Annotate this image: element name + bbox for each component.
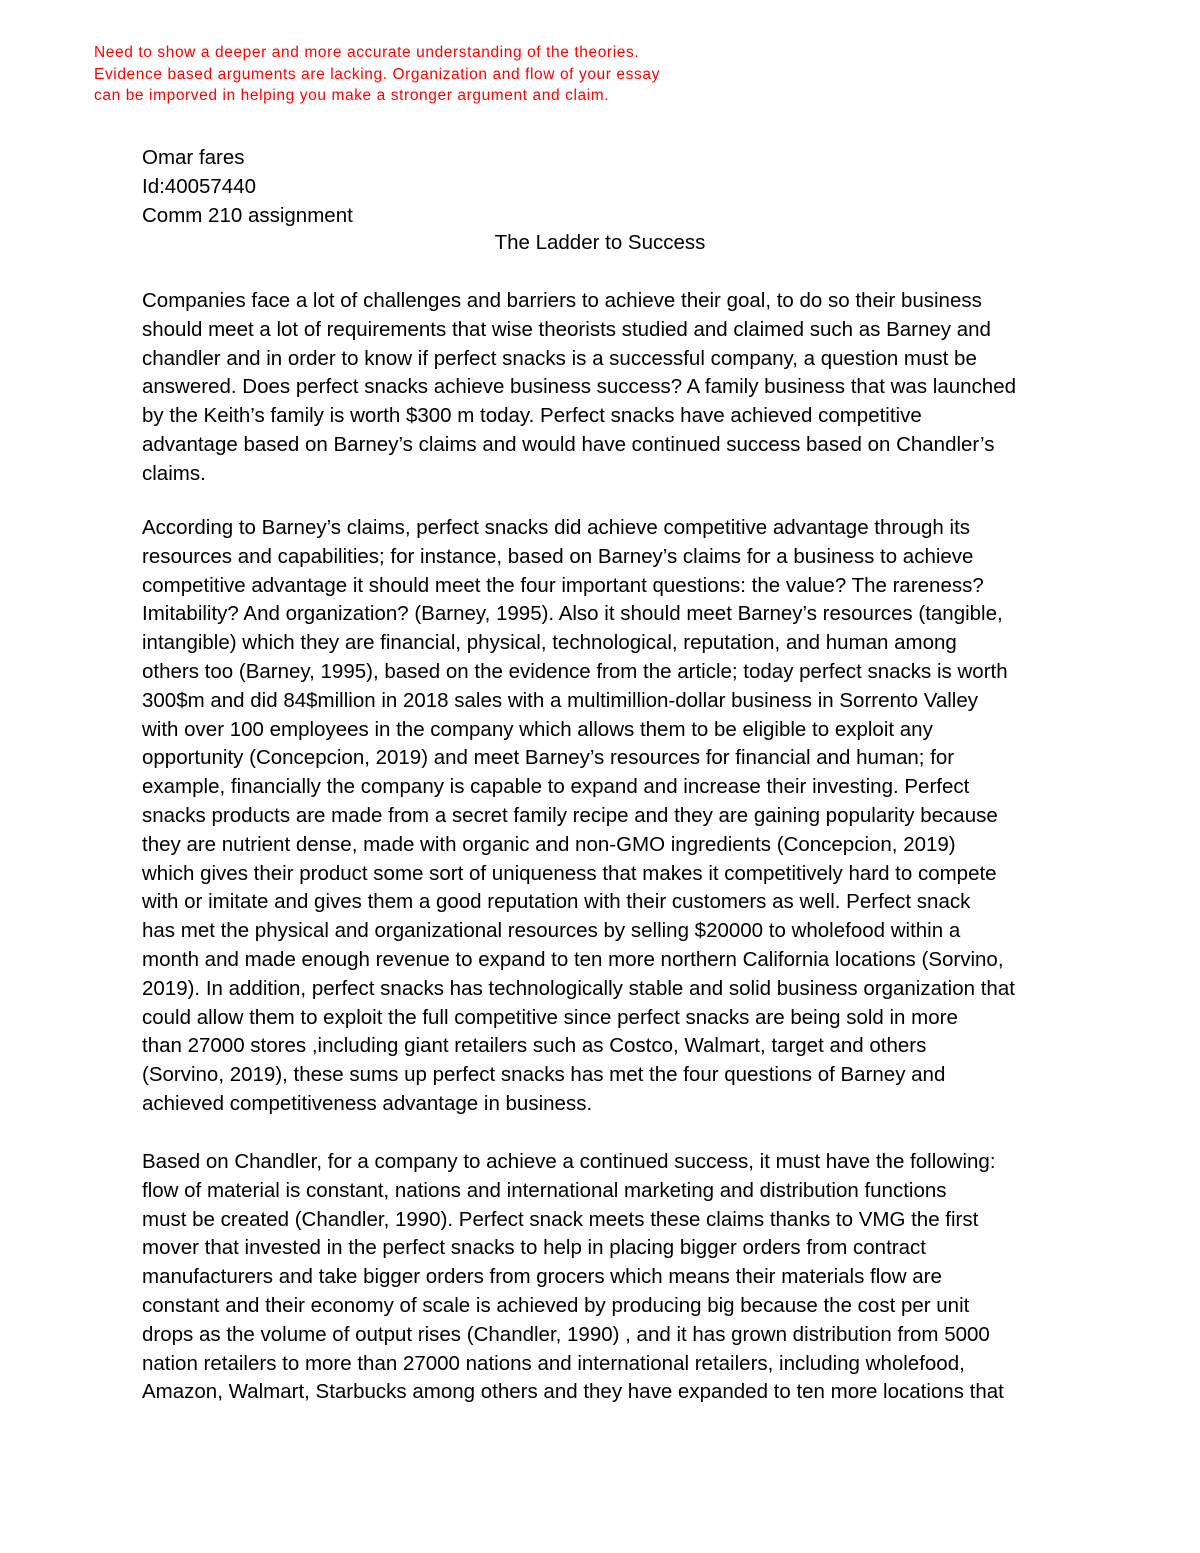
paragraph-line: with or imitate and gives them a good reputation with their customers as well. Perfect snack: [142, 890, 971, 914]
course-name: Comm 210 assignment: [142, 204, 353, 227]
paragraph-line: resources and capabilities; for instance, based on Barney’s claims for a business to achieve: [142, 544, 974, 568]
paragraph-line: by the Keith’s family is worth $300 m today. Perfect snacks have achieved competitive: [142, 404, 922, 428]
paragraph-line: flow of material is constant, nations and international marketing and distribution functions: [142, 1178, 947, 1202]
essay-title-wrap: [0, 228, 1200, 257]
paragraph-line: opportunity (Concepcion, 2019) and meet Barney’s resources for financial and human; for: [142, 746, 955, 770]
paragraph-line: example, financially the company is capable to expand and increase their investing. Perfect: [142, 775, 970, 799]
paragraph-line: has met the physical and organizational resources by selling $20000 to wholefood within a: [142, 919, 961, 943]
paragraph-line: Based on Chandler, for a company to achieve a continued success, it must have the following:: [142, 1150, 996, 1173]
paragraph-line: achieved competitiveness advantage in business.: [142, 1091, 593, 1115]
paragraph-line: Amazon, Walmart, Starbucks among others and they have expanded to ten more locations that: [142, 1380, 1004, 1404]
comment-line: can be imporved in helping you make a stronger argument and claim.: [94, 87, 610, 104]
paragraph-line: Imitability? And organization? (Barney, 1995). Also it should meet Barney’s resources (tangible,: [142, 602, 1003, 626]
student-header: [142, 143, 353, 230]
paragraph-line: snacks products are made from a secret family recipe and they are gaining popularity because: [142, 803, 998, 827]
paragraph-line: claims.: [142, 461, 206, 485]
paragraph-line: intangible) which they are financial, physical, technological, reputation, and human among: [142, 631, 957, 655]
paragraph-line: with over 100 employees in the company which allows them to be eligible to exploit any: [142, 717, 933, 741]
paragraph-line: (Sorvino, 2019), these sums up perfect snacks has met the four questions of Barney and: [142, 1063, 946, 1087]
student-name: Omar fares: [142, 146, 245, 169]
essay-title: The Ladder to Success: [494, 231, 706, 254]
paragraph-line: month and made enough revenue to expand to ten more northern California locations (Sorvino,: [142, 947, 1004, 971]
paragraph-line: constant and their economy of scale is achieved by producing big because the cost per unit: [142, 1293, 970, 1317]
paragraph-line: chandler and in order to know if perfect snacks is a successful company, a question must be: [142, 346, 977, 370]
paragraph-line: which gives their product some sort of uniqueness that makes it competitively hard to compete: [142, 861, 997, 885]
instructor-comment: [94, 42, 794, 107]
paragraph-intro: [142, 287, 1072, 489]
paragraph-line: According to Barney’s claims, perfect snacks did achieve competitive advantage through its: [142, 516, 971, 539]
paragraph-line: 300$m and did 84$million in 2018 sales with a multimillion-dollar business in Sorrento Valley: [142, 688, 979, 712]
paragraph-line: they are nutrient dense, made with organic and non-GMO ingredients (Concepcion, 2019): [142, 832, 956, 856]
paragraph-line: could allow them to exploit the full competitive since perfect snacks are being sold in more: [142, 1005, 958, 1029]
paragraph-line: Companies face a lot of challenges and barriers to achieve their goal, to do so their business: [142, 289, 982, 312]
paragraph-line: should meet a lot of requirements that wise theorists studied and claimed such as Barney and: [142, 317, 991, 341]
paragraph-line: drops as the volume of output rises (Chandler, 1990) , and it has grown distribution from 5000: [142, 1322, 990, 1346]
paragraph-chandler: [142, 1148, 1072, 1407]
paragraph-line: manufacturers and take bigger orders from grocers which means their materials flow are: [142, 1265, 942, 1289]
paragraph-line: must be created (Chandler, 1990). Perfect snack meets these claims thanks to VMG the first: [142, 1207, 979, 1231]
comment-line: Need to show a deeper and more accurate understanding of the theories.: [94, 44, 640, 61]
paragraph-barney: [142, 514, 1072, 1119]
paragraph-line: 2019). In addition, perfect snacks has technologically stable and solid business organization that: [142, 976, 1015, 1000]
paragraph-line: mover that invested in the perfect snacks to help in placing bigger orders from contract: [142, 1236, 926, 1260]
paragraph-line: nation retailers to more than 27000 nations and international retailers, including wholefood,: [142, 1351, 965, 1375]
student-id: Id:40057440: [142, 175, 257, 198]
paragraph-line: competitive advantage it should meet the four important questions: the value? The rareness?: [142, 573, 984, 597]
paragraph-line: answered. Does perfect snacks achieve business success? A family business that was launched: [142, 375, 1016, 399]
comment-line: Evidence based arguments are lacking. Organization and flow of your essay: [94, 65, 660, 83]
paragraph-line: others too (Barney, 1995), based on the evidence from the article; today perfect snacks is worth: [142, 659, 1008, 683]
paragraph-line: advantage based on Barney’s claims and would have continued success based on Chandler’s: [142, 432, 995, 456]
paragraph-line: than 27000 stores ,including giant retailers such as Costco, Walmart, target and others: [142, 1034, 927, 1058]
